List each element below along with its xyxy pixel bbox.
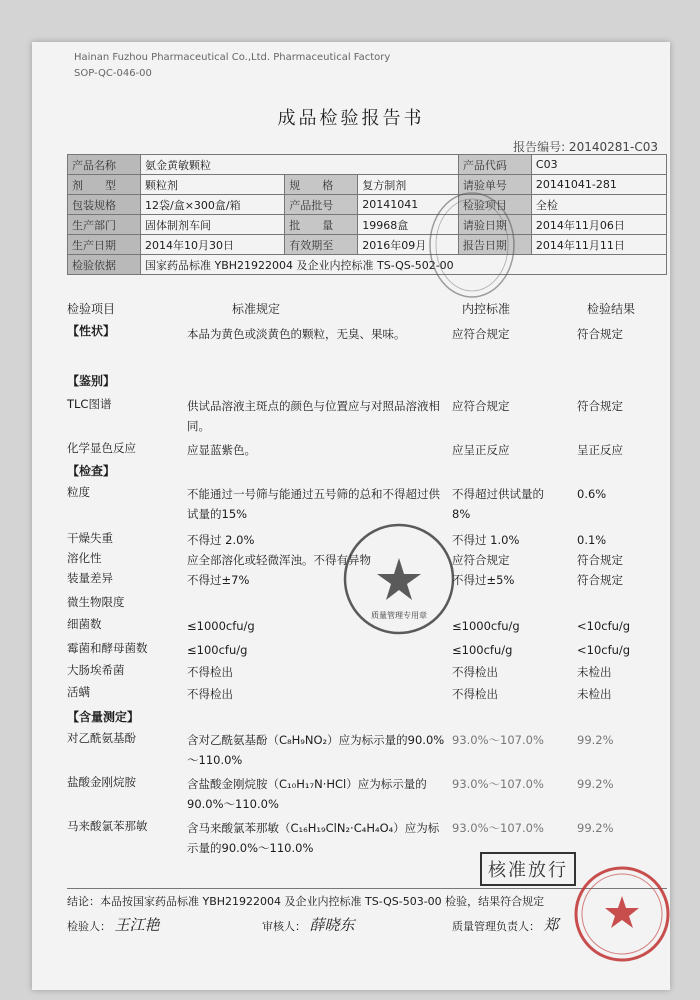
- row-result: 99.2%: [577, 821, 614, 835]
- row-internal: 93.0%～107.0%: [452, 733, 544, 747]
- report-title: 成品检验报告书: [277, 108, 425, 129]
- row-standard: 供试品溶液主斑点的颜色与位置应与对照品溶液相同。: [187, 399, 440, 433]
- row-internal: 不得检出: [452, 665, 498, 679]
- valid-until-label: 有效期至: [285, 235, 358, 255]
- row-item: 盐酸金刚烷胺: [67, 775, 136, 789]
- row-standard: 不得检出: [187, 665, 233, 679]
- row-result: <10cfu/g: [577, 619, 631, 633]
- report-date-label: 报告日期: [458, 235, 531, 255]
- row-item: 对乙酰氨基酚: [67, 731, 136, 745]
- report-date-value: 2014年11月11日: [531, 235, 666, 255]
- row-standard: 不能通过一号筛与能通过五号筛的总和不得超过供试量的15%: [187, 487, 440, 521]
- basis-label: 检验依据: [68, 255, 141, 275]
- row-internal: 93.0%～107.0%: [452, 821, 544, 835]
- row-result: 未检出: [577, 665, 612, 679]
- conclusion: 结论：本品按国家药品标准 YBH21922004 及企业内控标准 TS-QS-503-00 检验，结果符合规定: [67, 888, 667, 909]
- row-result: 呈正反应: [577, 443, 623, 457]
- row-result: 符合规定: [577, 327, 623, 341]
- row-result: 符合规定: [577, 399, 623, 413]
- header-internal: 内控标准: [462, 302, 511, 316]
- request-no-value: 20141041-281: [531, 175, 666, 195]
- product-info-table: [67, 154, 667, 275]
- row-result: 99.2%: [577, 777, 614, 791]
- row-internal: ≤1000cfu/g: [452, 619, 520, 633]
- row-result: 符合规定: [577, 573, 623, 587]
- row-result: 0.1%: [577, 533, 607, 547]
- spec-label: 规 格: [285, 175, 358, 195]
- header-result: 检验结果: [587, 302, 636, 316]
- row-standard: 含盐酸金刚烷胺（C₁₀H₁₇N·HCl）应为标示量的90.0%～110.0%: [187, 777, 427, 811]
- section-assay: 【含量测定】: [67, 710, 140, 724]
- row-standard: 含马来酸氯苯那敏（C₁₆H₁₉ClN₂·C₄H₄O₄）应为标示量的90.0%～110.0%: [187, 821, 440, 855]
- spec-value: 复方制剂: [358, 175, 459, 195]
- inspector-label: 检验人：: [67, 920, 111, 933]
- row-standard: 应显蓝紫色。: [187, 443, 256, 457]
- section-identification: 【鉴别】: [67, 374, 116, 388]
- row-internal: 不得过±5%: [452, 573, 515, 587]
- qa-label: 质量管理负责人：: [452, 920, 540, 933]
- package-label: 包装规格: [68, 195, 141, 215]
- row-item: 化学显色反应: [67, 441, 136, 455]
- row-standard: 本品为黄色或淡黄色的颗粒，无臭、果味。: [187, 327, 406, 341]
- product-name-label: 产品名称: [68, 155, 141, 175]
- row-result: 0.6%: [577, 487, 607, 501]
- row-item: 装量差异: [67, 571, 113, 585]
- row-standard: 不得检出: [187, 687, 233, 701]
- row-item: 干燥失重: [67, 531, 113, 545]
- request-date-value: 2014年11月06日: [531, 215, 666, 235]
- row-result: <10cfu/g: [577, 643, 631, 657]
- row-internal: 93.0%～107.0%: [452, 777, 544, 791]
- product-code-value: C03: [531, 155, 666, 175]
- row-internal: 不得超过供试量的8%: [452, 487, 544, 521]
- row-item: 大肠埃希菌: [67, 663, 125, 677]
- row-item: 霉菌和酵母菌数: [67, 641, 148, 655]
- row-internal: 不得检出: [452, 687, 498, 701]
- dosage-form-value: 颗粒剂: [141, 175, 285, 195]
- qa-name: 郑: [543, 916, 559, 934]
- row-item: 细菌数: [67, 617, 102, 631]
- production-date-label: 生产日期: [68, 235, 141, 255]
- product-code-label: 产品代码: [458, 155, 531, 175]
- row-internal: 应符合规定: [452, 327, 510, 341]
- row-internal: ≤100cfu/g: [452, 643, 513, 657]
- row-item: 粒度: [67, 485, 90, 499]
- report-page: [32, 42, 670, 990]
- row-standard: ≤100cfu/g: [187, 643, 248, 657]
- reviewer-name: 薛晓东: [309, 916, 355, 934]
- seal-dept-text: 质量管理专用章: [371, 611, 427, 620]
- test-item-value: 全检: [531, 195, 666, 215]
- quantity-label: 批 量: [285, 215, 358, 235]
- row-internal: 应呈正反应: [452, 443, 510, 457]
- row-standard: ≤1000cfu/g: [187, 619, 255, 633]
- row-standard: 不得过±7%: [187, 573, 250, 587]
- workshop-value: 固体制剂车间: [141, 215, 285, 235]
- row-internal: 应符合规定: [452, 553, 510, 567]
- request-no-label: 请验单号: [458, 175, 531, 195]
- product-name-value: 氨金黄敏颗粒: [141, 155, 459, 175]
- row-item: 马来酸氯苯那敏: [67, 819, 148, 833]
- inspector-signature: [67, 914, 160, 935]
- package-value: 12袋/盒×300盒/箱: [141, 195, 285, 215]
- section-properties: 【性状】: [67, 324, 116, 338]
- document-code: SOP-QC-046-00: [74, 68, 152, 79]
- row-internal: 应符合规定: [452, 399, 510, 413]
- reviewer-label: 审核人：: [262, 920, 306, 933]
- row-item: 微生物限度: [67, 595, 125, 609]
- header-item: 检验项目: [67, 302, 116, 316]
- batch-label: 产品批号: [285, 195, 358, 215]
- workshop-label: 生产部门: [68, 215, 141, 235]
- circular-stamp-faint: [427, 190, 517, 300]
- valid-until-value: 2016年09月: [358, 235, 459, 255]
- red-factory-seal: [572, 864, 670, 964]
- row-item: TLC图谱: [67, 397, 112, 411]
- row-standard: 应全部溶化或轻微浑浊。不得有异物: [187, 553, 371, 567]
- company-seal: [342, 522, 457, 637]
- header-standard: 标准规定: [232, 302, 281, 316]
- report-number: 报告编号: 20140281-C03: [513, 140, 658, 154]
- company-english-name: Hainan Fuzhou Pharmaceutical Co.,Ltd. Pharmaceutical Factory: [74, 52, 391, 63]
- dosage-form-label: 剂 型: [68, 175, 141, 195]
- row-item: 溶化性: [67, 551, 102, 565]
- request-date-label: 请验日期: [458, 215, 531, 235]
- row-internal: 不得过 1.0%: [452, 533, 520, 547]
- row-result: 99.2%: [577, 733, 614, 747]
- row-standard: 不得过 2.0%: [187, 533, 255, 547]
- test-item-label: 检验项目: [458, 195, 531, 215]
- row-standard: 含对乙酰氨基酚（C₈H₉NO₂）应为标示量的90.0%～110.0%: [187, 733, 445, 767]
- inspector-name: 王江艳: [114, 916, 160, 934]
- quantity-value: 19968盒: [358, 215, 459, 235]
- row-result: 符合规定: [577, 553, 623, 567]
- production-date-value: 2014年10月30日: [141, 235, 285, 255]
- release-stamp: 核准放行: [480, 852, 576, 886]
- reviewer-signature: [262, 914, 355, 935]
- qa-signature: [452, 914, 559, 935]
- row-item: 活螨: [67, 685, 90, 699]
- row-result: 未检出: [577, 687, 612, 701]
- section-inspection: 【检查】: [67, 464, 116, 478]
- batch-value: 20141041: [358, 195, 459, 215]
- basis-value: 国家药品标准 YBH21922004 及企业内控标准 TS-QS-502-00: [141, 255, 667, 275]
